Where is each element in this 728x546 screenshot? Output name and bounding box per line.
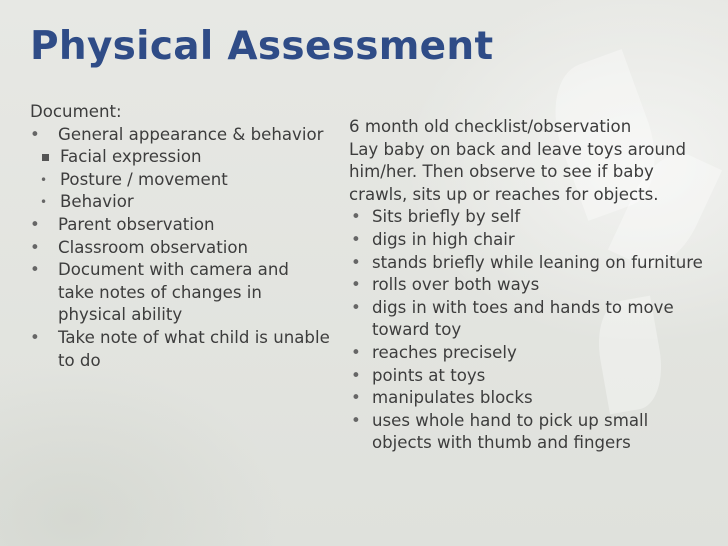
list-item: • Take note of what child is unable to do	[30, 327, 330, 372]
list-item: • rolls over both ways	[349, 274, 709, 297]
list-item: • digs in with toes and hands to move toward toy	[349, 297, 709, 342]
left-column-list	[30, 101, 330, 372]
list-item: • Classroom observation	[30, 237, 330, 260]
list-item: • manipulates blocks	[349, 387, 709, 410]
list-item: • uses whole hand to pick up small objects with thumb and fingers	[349, 410, 709, 455]
list-item: • General appearance & behavior	[30, 124, 330, 147]
list-item: • reaches precisely	[349, 342, 709, 365]
slide-title: Physical Assessment	[30, 24, 494, 69]
checklist-heading: 6 month old checklist/observation	[349, 117, 632, 136]
list-item: • digs in high chair	[349, 229, 709, 252]
checklist-instructions: Lay baby on back and leave toys around him/her. Then observe to see if baby crawls, sits up or reaches for objects.	[349, 139, 687, 204]
list-item: • Behavior	[30, 191, 330, 214]
list-item: • points at toys	[349, 365, 709, 388]
list-item: • stands briefly while leaning on furniture	[349, 252, 709, 275]
left-column-heading: Document:	[30, 102, 122, 121]
right-column-list	[349, 116, 709, 455]
list-item: • Posture / movement	[30, 169, 330, 192]
list-item: • Document with camera and take notes of changes in physical ability	[30, 259, 330, 327]
list-item: • Sits briefly by self	[349, 206, 709, 229]
list-item: Facial expression	[30, 146, 330, 169]
list-item: • Parent observation	[30, 214, 330, 237]
